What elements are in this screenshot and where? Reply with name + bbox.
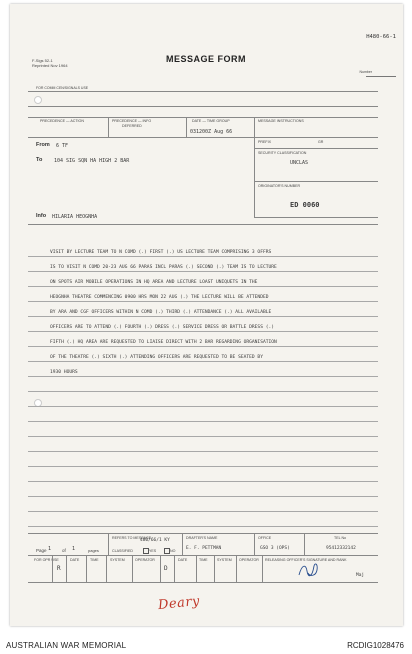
divider [106, 555, 107, 582]
ruled-line [28, 361, 378, 362]
divider [254, 137, 378, 138]
message-body-line: BY ARA AND CGF OFFICERS WITHIN N COMD (.) THIRD (.) ATTENDANCE (.) ALL AVAILABLE [50, 310, 272, 315]
originator-label: ORIGINATOR'S NUMBER [258, 184, 301, 188]
ruled-line [28, 436, 378, 437]
divider [236, 555, 237, 582]
divider [108, 117, 109, 137]
releasing-officer-label: RELEASING OFFICER'S SIGNATURE AND RANK [265, 558, 347, 562]
divider [108, 533, 109, 555]
precedence-info-label: PRECEDENCE — INFO [112, 119, 152, 123]
date-label: DATE [178, 558, 188, 562]
divider [214, 555, 215, 582]
message-body-line: 1930 HOURS [50, 370, 78, 375]
instructions-label: MESSAGE INSTRUCTIONS [258, 119, 304, 123]
security-label: SECURITY CLASSIFICATION [258, 151, 307, 155]
ruled-line [28, 451, 378, 452]
prefix-label: PREFIX [258, 140, 271, 144]
operator-label: OPERATOR [239, 558, 259, 562]
page-value: 1 [48, 546, 52, 552]
divider [160, 555, 161, 582]
originator-value: ED 0060 [290, 201, 320, 209]
divider [254, 533, 255, 555]
ruled-line [28, 496, 378, 497]
divider [186, 117, 187, 137]
punch-hole [34, 96, 42, 104]
ruled-line [28, 256, 378, 257]
divider [28, 91, 378, 92]
divider [28, 106, 378, 107]
classified-label: CLASSIFIED [112, 549, 133, 553]
from-value: 6 TF [56, 143, 69, 149]
time-label: TIME [90, 558, 99, 562]
divider [28, 555, 378, 556]
ruled-line [28, 331, 378, 332]
divider [304, 533, 305, 555]
of-value: 1 [72, 546, 76, 552]
document-reference: H480-66-1 [366, 34, 396, 40]
divider [262, 555, 263, 582]
office-label: OFFICE [258, 536, 272, 540]
office-value: GSO 3 (OPS) [260, 546, 290, 551]
ruled-line [28, 301, 378, 302]
ruled-line [28, 406, 378, 407]
number-line [366, 76, 396, 77]
dtg-label: DATE — TIME GROUP [192, 119, 230, 123]
ruled-line [28, 511, 378, 512]
page-label: Page [36, 548, 47, 553]
divider [254, 148, 378, 149]
divider [28, 137, 254, 138]
info-label: Info [36, 213, 47, 219]
drafter-label: DRAFTER'S NAME [186, 536, 218, 540]
message-body-line: IS TO VISIT N COMD 20-23 AUG 66 PARAS INCL PARAS (.) SECOND (.) TEAM IS TO LECTURE [50, 265, 277, 270]
divider [52, 555, 53, 582]
drafter-value: E. F. PETTMAN [186, 546, 222, 551]
divider [254, 117, 255, 217]
ruled-line [28, 376, 378, 377]
ruled-line [28, 481, 378, 482]
source-credit: AUSTRALIAN WAR MEMORIAL [6, 641, 127, 650]
record-id: RCDIG1028476 [347, 641, 404, 650]
divider [28, 582, 378, 583]
message-body-line: ON SPOTS AIR MOBILE OPERATIONS IN HQ AREA AND LECTURE LOAST UNIQUETS IN THE [50, 280, 258, 285]
message-body-line: FIFTH (.) HQ AREA ARE REQUESTED TO LIAISE DIRECT WITH 2 BAR REGARDING ORGANISATION [50, 340, 277, 345]
ruled-line [28, 271, 378, 272]
tel-label: TEL No [334, 536, 347, 540]
ruled-line [28, 316, 378, 317]
gr-label: GR [318, 140, 324, 144]
officer-signature [296, 560, 322, 580]
divider [66, 555, 67, 582]
precedence-action-label: PRECEDENCE — ACTION [40, 119, 84, 123]
info-value: HILARIA HEOGNHA [52, 214, 98, 220]
for-opr-label: FOR OPR USE [34, 558, 59, 562]
message-body-line: HEOGNHA THEATRE COMMENCING 0900 HRS MON 22 AUG (.) THE LECTURE WILL BE ATTENDED [50, 295, 269, 300]
handwritten-note: Deary [157, 593, 201, 614]
number-label: Number [359, 70, 372, 74]
from-label: From [36, 142, 50, 148]
pages-label: pages [88, 548, 99, 553]
divider [86, 555, 87, 582]
d-label: D [164, 565, 168, 572]
to-label: To [36, 157, 43, 163]
security-value: UNCLAS [290, 160, 309, 166]
ruled-line [28, 466, 378, 467]
message-body-line: VISIT BY LECTURE TEAM TO N COMD (.) FIRST (.) US LECTURE TEAM COMPRISING 3 OFFRS [50, 250, 272, 255]
message-body-line: OF THE THEATRE (.) SIXTH (.) ATTENDING OFFICERS ARE REQUESTED TO BE SEATED BY [50, 355, 263, 360]
to-value: 104 SIG SQN HA HIGH 2 BAR [54, 158, 130, 164]
divider [28, 224, 378, 225]
divider [196, 555, 197, 582]
divider [174, 555, 175, 582]
refers-value: 480/66/1 KY [140, 538, 170, 543]
r-label: R [57, 565, 61, 572]
form-title: MESSAGE FORM [165, 54, 246, 64]
rank-value: Maj [356, 573, 365, 578]
divider [28, 117, 378, 118]
comm-centre-label: FOR COMM CEN/SIGNALS USE [36, 86, 89, 90]
ruled-line [28, 346, 378, 347]
operator-label: OPERATOR [135, 558, 155, 562]
no-label: NO [170, 549, 176, 553]
tel-value: 95412332142 [326, 546, 356, 551]
divider [254, 181, 378, 182]
divider [182, 533, 183, 555]
yes-label: YES [149, 549, 157, 553]
form-code-line: F-Sigs 52-1 [32, 58, 53, 63]
message-body-line: OFFICERS ARE TO ATTEND (.) FOURTH (.) DRESS (.) SERVICE DRESS OR BATTLE DRESS (.) [50, 325, 275, 330]
ruled-line [28, 526, 378, 527]
form-code-line: Reprinted Nov 1964 [32, 63, 68, 68]
divider [132, 555, 133, 582]
system-label: SYSTEM [217, 558, 232, 562]
time-label: TIME [199, 558, 208, 562]
refers-label: REFERS TO MESSAGE [112, 536, 152, 540]
ruled-line [28, 286, 378, 287]
dtg-value: 031200Z Aug 66 [190, 129, 233, 135]
deferred-label: DEFERRED [122, 124, 142, 128]
system-label: SYSTEM [110, 558, 125, 562]
ruled-line [28, 391, 378, 392]
date-label: DATE [70, 558, 80, 562]
divider [28, 533, 378, 534]
ruled-line [28, 421, 378, 422]
of-label: of [62, 548, 66, 553]
divider [254, 217, 378, 218]
